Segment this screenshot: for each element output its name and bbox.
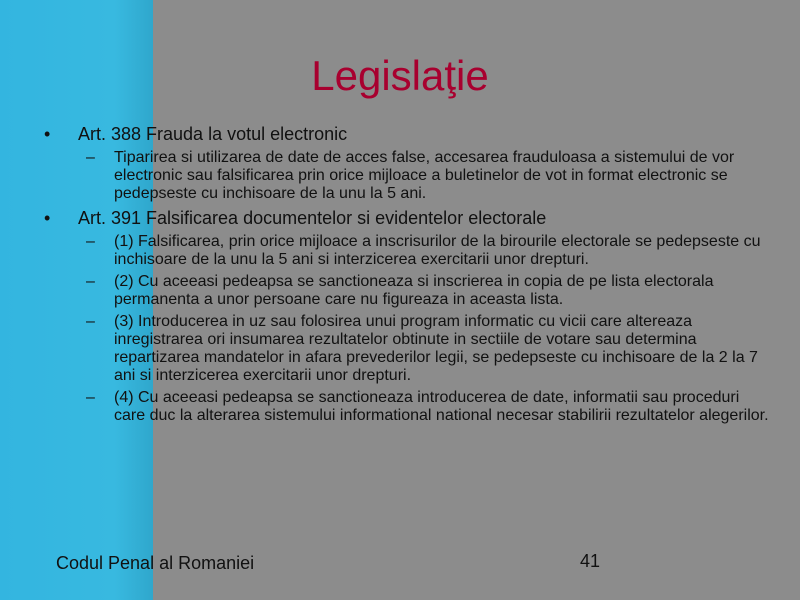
dash-icon: – [86, 233, 95, 250]
sub-bullet-text: (1) Falsificarea, prin orice mijloace a inscrisurilor de la birourile electorale se pedepseste cu inchisoare de la unu la 5 ani si interzicerea exercitarii unor drepturi. [114, 233, 761, 268]
sub-bullet-text: (4) Cu aceeasi pedeapsa se sanctioneaza introducerea de date, informatii sau proceduri care duc la alterarea sistemului informational national necesar stabilirii rezultatelor alegerilor. [114, 389, 769, 424]
bullet-art-388 [44, 123, 774, 145]
dash-icon: – [86, 273, 95, 290]
slide-title: Legislaţie [311, 52, 489, 99]
sub-bullet-text: Tiparirea si utilizarea de date de acces false, accesarea frauduloasa a sistemului de vor electronic sau falsificarea prin orice mijloace a buletinelor de vot in format electronic se pedepseste cu inchisoare de la unu la 5 ani. [114, 149, 735, 202]
sub-bullet [44, 149, 774, 203]
footer-title: Codul Penal al Romaniei [56, 553, 255, 573]
sub-bullet [44, 233, 774, 269]
sub-bullet [44, 313, 774, 385]
slide-content [44, 123, 774, 425]
dash-icon: – [86, 389, 95, 406]
bullet-text: Art. 391 Falsificarea documentelor si evidentelor electorale [78, 208, 547, 228]
dash-icon: – [86, 313, 95, 330]
dash-icon: – [86, 149, 95, 166]
bullet-icon: • [44, 124, 51, 144]
page-number: 41 [580, 551, 601, 571]
bullet-icon: • [44, 208, 51, 228]
bullet-art-391 [44, 207, 774, 229]
sub-bullet [44, 389, 774, 425]
bullet-text: Art. 388 Frauda la votul electronic [78, 124, 348, 144]
sub-bullet-text: (3) Introducerea in uz sau folosirea unui program informatic cu vicii care altereaza inregistrarea ori insumarea rezultatelor obtinute in sectiile de votare sau determina repartizarea mandatelor in afara prevederilor legii, se pedepseste cu inchisoare de la 2 la 7 ani si interzicerea exercitarii unor drepturi. [114, 313, 758, 384]
sub-bullet-text: (2) Cu aceeasi pedeapsa se sanctioneaza si inscrierea in copia de pe lista electorala permanenta a unor persoane care nu figureaza in aceasta lista. [114, 273, 714, 308]
sub-bullet [44, 273, 774, 309]
